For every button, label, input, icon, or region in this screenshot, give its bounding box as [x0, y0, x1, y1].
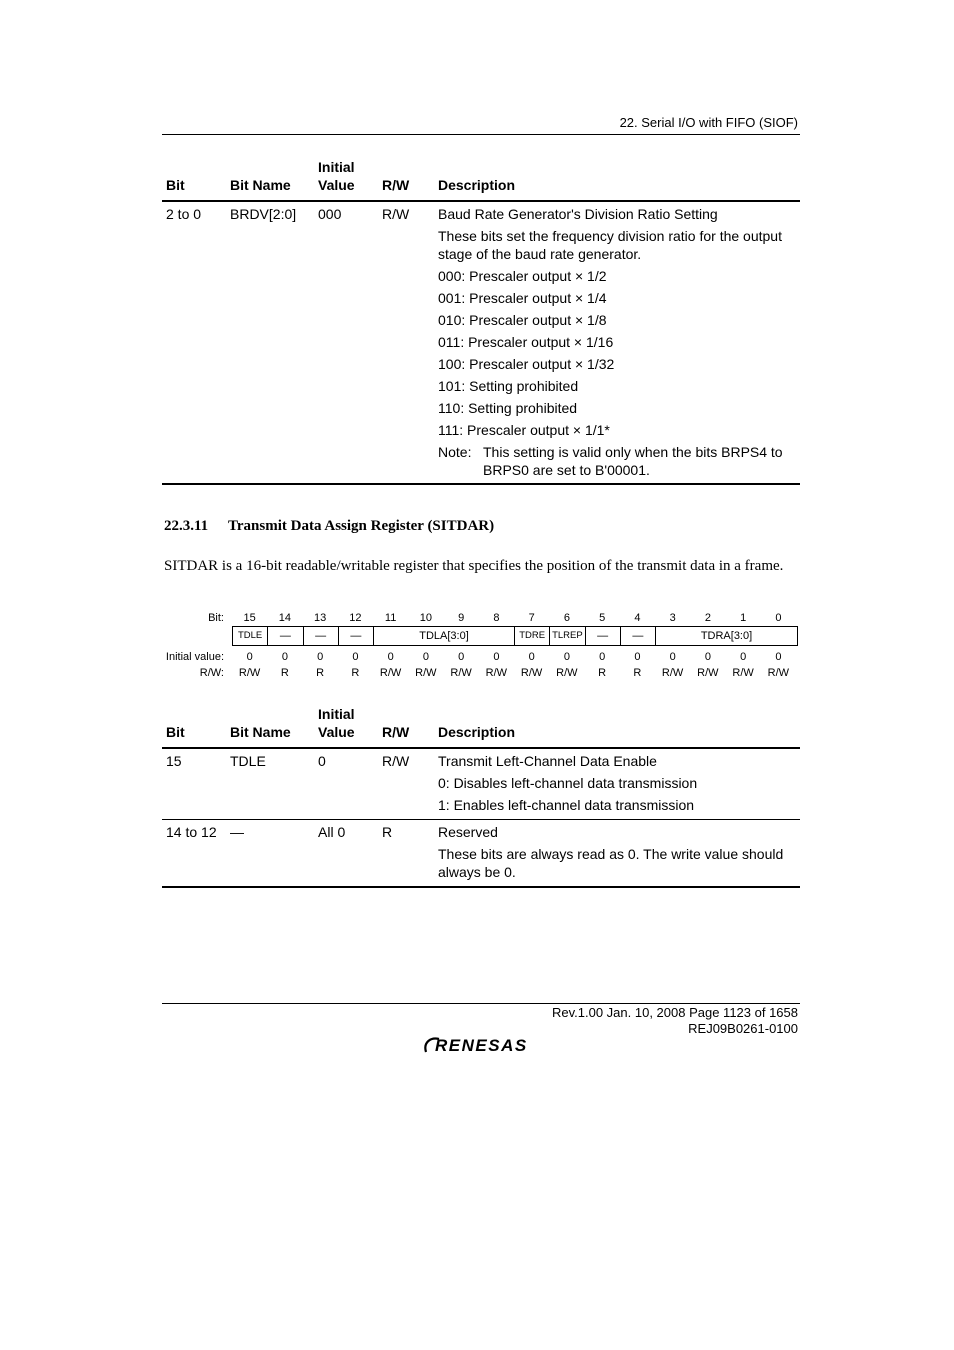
cell-rw: R/W	[382, 206, 410, 222]
header-rule	[162, 134, 800, 135]
register-field-row	[232, 626, 798, 646]
running-header: 22. Serial I/O with FIFO (SIOF)	[619, 115, 798, 130]
svg-text:RENESAS: RENESAS	[435, 1036, 528, 1055]
note-text: This setting is valid only when the bits BRPS4 to BRPS0 are set to B'00001.	[483, 444, 783, 478]
desc-line: Transmit Left-Channel Data Enable	[438, 753, 657, 769]
initial-value: 0	[493, 651, 500, 663]
col-description: Description	[438, 177, 516, 193]
initial-value: 0	[704, 651, 711, 663]
register-field: —	[339, 627, 374, 645]
register-field: —	[586, 627, 621, 645]
register-field: —	[621, 627, 656, 645]
bit-number: 12	[349, 612, 362, 624]
note	[438, 443, 796, 479]
section-heading	[164, 518, 494, 535]
bit-number: 9	[458, 612, 465, 624]
col-rw: R/W	[382, 724, 410, 740]
bit-number: 7	[528, 612, 535, 624]
desc-line: 0: Disables left-channel data transmission	[438, 775, 698, 791]
cell-description	[434, 820, 800, 888]
desc-line: 1: Enables left-channel data transmission	[438, 797, 695, 813]
desc-line: 110: Setting prohibited	[438, 400, 578, 416]
bit-number: 10	[419, 612, 432, 624]
table-row	[162, 748, 800, 820]
cell-description	[434, 201, 800, 484]
bit-description-table-1	[162, 158, 800, 485]
bit-number: 8	[493, 612, 500, 624]
bit-number: 0	[775, 612, 782, 624]
desc-line: Baud Rate Generator's Division Ratio Setting	[438, 206, 718, 222]
bit-number: 5	[599, 612, 606, 624]
col-bit-name: Bit Name	[230, 724, 291, 740]
rw-value: R/W	[485, 667, 508, 679]
register-field: TLREP	[550, 627, 585, 645]
footer-revision: Rev.1.00 Jan. 10, 2008 Page 1123 of 1658	[552, 1005, 798, 1020]
rw-value: R	[280, 667, 289, 679]
cell-bit-name: TDLE	[230, 753, 266, 769]
col-description: Description	[438, 724, 516, 740]
col-initial-value: Initial Value	[318, 706, 355, 740]
desc-line: 100: Prescaler output × 1/32	[438, 356, 615, 372]
page-footer	[552, 1005, 798, 1037]
cell-bit: 2 to 0	[166, 206, 202, 222]
rw-value: R/W	[238, 667, 261, 679]
initial-value: 0	[422, 651, 429, 663]
bit-description-table-2	[162, 705, 800, 888]
rw-row	[232, 667, 796, 679]
rw-value: R/W	[520, 667, 543, 679]
bit-label: Bit:	[208, 612, 224, 624]
renesas-logo	[423, 1034, 543, 1061]
cell-bit: 14 to 12	[166, 824, 217, 840]
rw-value: R	[351, 667, 360, 679]
register-diagram	[160, 610, 800, 685]
bit-number: 14	[278, 612, 291, 624]
register-field: —	[304, 627, 339, 645]
desc-line: 101: Setting prohibited	[438, 378, 579, 394]
col-bit: Bit	[166, 724, 185, 740]
desc-line: Reserved	[438, 824, 498, 840]
desc-line: 001: Prescaler output × 1/4	[438, 290, 607, 306]
rw-value: R/W	[767, 667, 790, 679]
cell-rw: R/W	[382, 753, 410, 769]
desc-line: These bits are always read as 0. The write value should always be 0.	[438, 846, 784, 880]
bit-number: 15	[243, 612, 256, 624]
initial-value-row	[232, 651, 796, 663]
rw-value: R	[633, 667, 642, 679]
register-field: —	[268, 627, 303, 645]
col-bit-name: Bit Name	[230, 177, 291, 193]
bit-number: 2	[704, 612, 711, 624]
renesas-logo-icon	[423, 1034, 543, 1056]
initial-value: 0	[775, 651, 782, 663]
rw-label: R/W:	[199, 667, 224, 679]
desc-line: 010: Prescaler output × 1/8	[438, 312, 607, 328]
cell-bit-name: BRDV[2:0]	[230, 206, 297, 222]
note-label: Note:	[438, 444, 472, 460]
initial-value: 0	[634, 651, 641, 663]
rw-value: R/W	[732, 667, 754, 679]
bit-number: 4	[634, 612, 641, 624]
initial-value: 0	[246, 651, 253, 663]
bit-number: 13	[314, 612, 327, 624]
cell-initial: All 0	[318, 824, 346, 840]
initial-value: 0	[352, 651, 359, 663]
cell-initial: 000	[318, 206, 342, 222]
rw-value: R	[316, 667, 325, 679]
col-initial-value: Initial Value	[318, 159, 355, 193]
bit-number: 3	[669, 612, 676, 624]
initial-value: 0	[528, 651, 535, 663]
rw-value: R/W	[661, 667, 684, 679]
register-field: TDLA[3:0]	[374, 627, 515, 645]
rw-value: R/W	[415, 667, 437, 679]
cell-bit: 15	[166, 753, 182, 769]
desc-line: 011: Prescaler output × 1/16	[438, 334, 614, 350]
body-paragraph: SITDAR is a 16-bit readable/writable register that specifies the position of the transmit data in a frame.	[164, 558, 784, 574]
rw-value: R/W	[379, 667, 402, 679]
initial-value: 0	[563, 651, 570, 663]
register-field: TDLE	[233, 627, 268, 645]
bit-number-row	[232, 612, 796, 624]
table-header-row	[162, 705, 800, 748]
initial-value: 0	[669, 651, 676, 663]
initial-value: 0	[317, 651, 324, 663]
section-title: Transmit Data Assign Register (SITDAR)	[228, 518, 495, 534]
col-bit: Bit	[166, 177, 185, 193]
cell-initial: 0	[318, 753, 326, 769]
bit-number: 6	[563, 612, 570, 624]
rw-value: R/W	[450, 667, 472, 679]
initial-value: 0	[387, 651, 394, 663]
cell-bit-name: —	[230, 824, 244, 840]
register-field: TDRE	[515, 627, 550, 645]
register-field: TDRA[3:0]	[700, 630, 753, 642]
desc-line: 000: Prescaler output × 1/2	[438, 268, 607, 284]
initial-value-label: Initial value:	[165, 651, 224, 663]
initial-value: 0	[281, 651, 288, 663]
footer-rule	[162, 1003, 800, 1004]
bit-number: 11	[384, 612, 397, 624]
col-rw: R/W	[382, 177, 410, 193]
table-row	[162, 820, 800, 888]
section-number: 22.3.11	[164, 518, 209, 534]
desc-line: 111: Prescaler output × 1/1*	[438, 422, 610, 438]
rw-value: R/W	[556, 667, 578, 679]
initial-value: 0	[458, 651, 465, 663]
footer-doc-number: REJ09B0261-0100	[688, 1021, 798, 1036]
cell-description	[434, 748, 800, 820]
table-row	[162, 201, 800, 484]
cell-rw: R	[382, 824, 393, 840]
initial-value: 0	[599, 651, 606, 663]
rw-value: R/W	[697, 667, 719, 679]
table-header-row	[162, 158, 800, 201]
rw-value: R	[598, 667, 607, 679]
desc-line: These bits set the frequency division ratio for the output stage of the baud rate generator.	[438, 228, 782, 262]
bit-number: 1	[740, 612, 747, 624]
initial-value: 0	[740, 651, 747, 663]
